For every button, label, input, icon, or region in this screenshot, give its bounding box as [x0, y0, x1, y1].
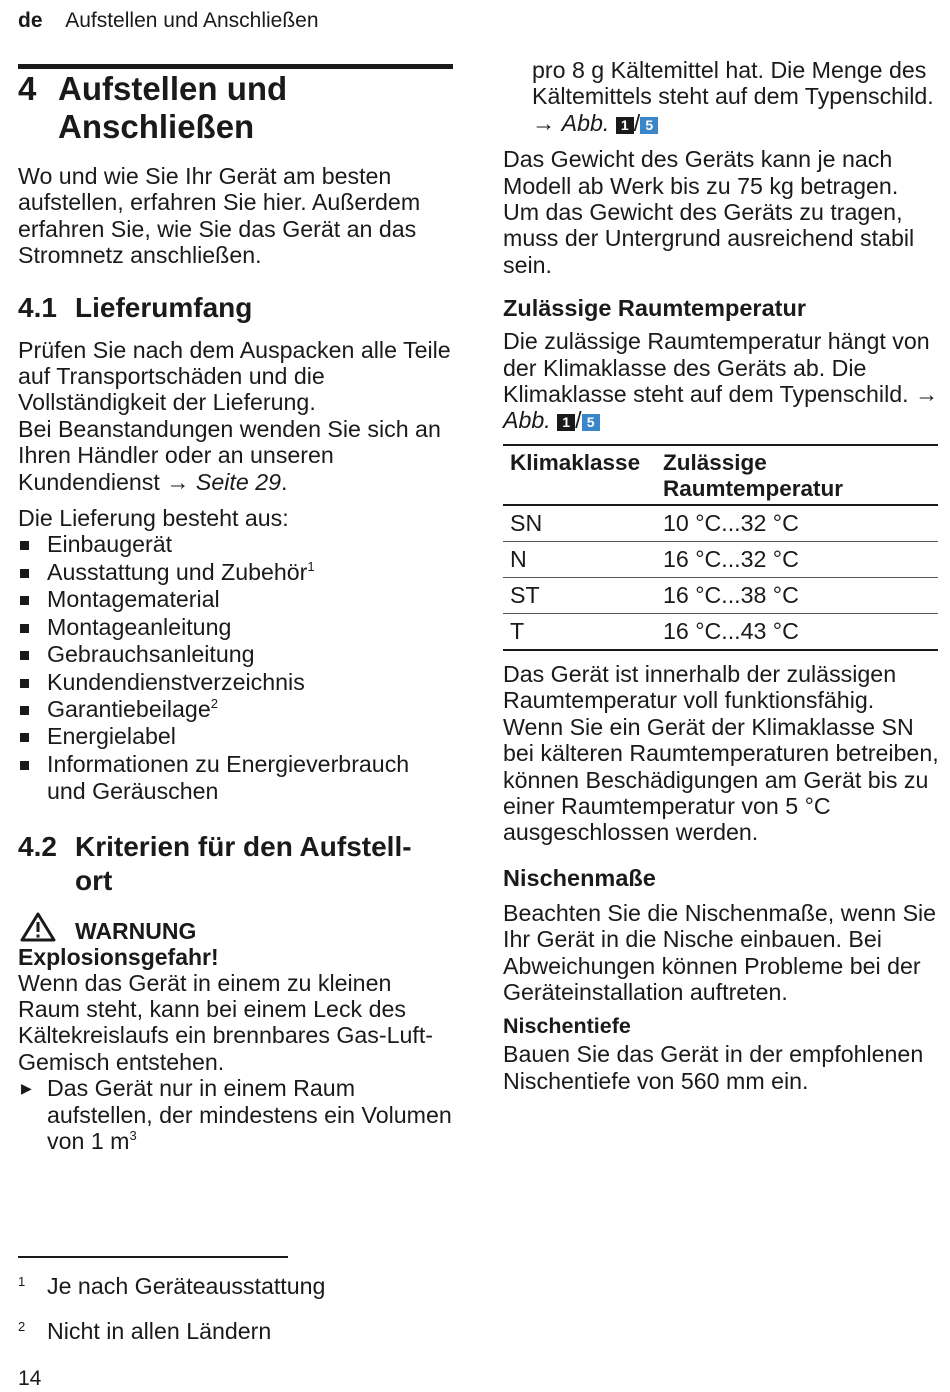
step-text-b: pro 8 g Kältemittel hat. Die Menge des Kältemittels steht auf dem Typenschild.	[532, 57, 934, 110]
section-heading-4-1	[18, 291, 454, 325]
section-title-line2: ort	[75, 864, 113, 896]
list-item: Einbaugerät	[18, 531, 454, 558]
delivery-intro: Die Lieferung besteht aus:	[18, 505, 289, 532]
climate-class-cell: SN	[503, 505, 656, 542]
language-code: de	[18, 9, 43, 32]
floor-paragraph: Um das Gewicht des Geräts zu tragen, muss der Untergrund ausreichend stabil sein.	[503, 199, 915, 278]
weight-paragraph: Das Gewicht des Geräts kann je nach Modell ab Werk bis zu 75 kg betragen.	[503, 146, 899, 199]
chapter-intro: Wo und wie Sie Ihr Gerät am besten aufstellen, erfahren Sie hier. Außerdem erfahren Sie, wie Sie das Gerät an das Stromnetz anschließen.	[18, 163, 421, 269]
complaint-period: .	[281, 468, 288, 495]
climate-class-cell: T	[503, 613, 656, 650]
figure-5-badge: 5	[582, 414, 600, 431]
warning-triangle-icon	[20, 912, 56, 942]
section-heading-4-2	[18, 830, 454, 898]
list-item: Energielabel	[18, 723, 454, 750]
list-item: Garantiebeilage$^2$	[18, 696, 454, 723]
room-temp-heading: Zulässige Raumtemperatur	[503, 295, 806, 322]
footnote-text: Nicht in allen Ländern	[47, 1318, 272, 1344]
footnote-text: Je nach Geräteausstattung	[47, 1273, 326, 1299]
footnote-number: 2	[18, 1319, 26, 1334]
figure-1-badge: 1	[616, 117, 634, 134]
inspection-paragraph: Prüfen Sie nach dem Auspacken alle Teile auf Transportschäden und die Vollständigkeit der Lieferung.	[18, 336, 451, 416]
arrow-icon: →	[166, 468, 190, 495]
climate-class-table	[503, 444, 938, 651]
instruction-step-continued	[503, 57, 939, 136]
room-temp-paragraph	[503, 328, 939, 434]
niche-heading: Nischenmaße	[503, 864, 656, 891]
table-row	[503, 613, 938, 650]
figure-5-badge: 5	[640, 117, 658, 134]
page-number: 14	[18, 1367, 42, 1390]
complaint-paragraph	[18, 416, 454, 495]
table-header-row	[503, 445, 938, 505]
footnote-number: 1	[18, 1274, 26, 1289]
footnote-rule	[18, 1256, 288, 1258]
arrow-icon: →	[915, 381, 939, 408]
left-column	[18, 70, 454, 1154]
step-triangle-icon: ▶	[21, 1080, 32, 1097]
list-item: Kundendienstverzeichnis	[18, 669, 454, 696]
figure-separator: /	[633, 109, 641, 136]
warning-label: WARNUNG	[75, 917, 197, 944]
section-title: Lieferumfang	[75, 291, 253, 323]
instruction-step	[18, 1075, 454, 1154]
list-item: Montageanleitung	[18, 614, 454, 641]
sn-class-paragraph: Wenn Sie ein Gerät der Klimaklasse SN bei kälteren Raumtemperaturen betreiben, können Beschädigungen am Gerät bis zu einer Raumtemperatur von 5 °C ausgeschlossen werden.	[503, 713, 939, 846]
footnote-marker: 2	[210, 695, 218, 711]
table-row	[503, 577, 938, 613]
room-temp-text: Die zulässige Raumtemperatur hängt von der Klimaklasse des Geräts ab. Die Klimaklasse steht auf dem Typenschild.	[503, 328, 930, 408]
chapter-number: 4	[18, 70, 37, 107]
figure-1-badge: 1	[557, 414, 575, 431]
section-number: 4.2	[18, 830, 57, 862]
temperature-range-cell: 16 °C...43 °C	[656, 613, 938, 650]
footnote	[18, 1273, 325, 1299]
arrow-icon: →	[532, 109, 556, 136]
section-number: 4.1	[18, 291, 57, 323]
superscript: 3	[129, 1127, 137, 1143]
list-item: Gebrauchsanleitung	[18, 641, 454, 668]
right-column	[503, 57, 939, 1094]
figure-reference-link[interactable]: Abb.	[561, 109, 610, 136]
list-item: Informationen zu Energieverbrauch und Geräuschen	[18, 751, 454, 806]
column-header-class: Klimaklasse	[503, 445, 656, 505]
climate-class-cell: N	[503, 541, 656, 577]
chapter-title-line1: Aufstellen und	[58, 70, 288, 107]
climate-class-cell: ST	[503, 577, 656, 613]
table-row	[503, 505, 938, 542]
list-item: Montagematerial	[18, 586, 454, 613]
chapter-heading	[18, 70, 454, 146]
footnote-marker: 1	[307, 558, 315, 574]
temperature-range-cell: 16 °C...32 °C	[656, 541, 938, 577]
functionality-paragraph: Das Gerät ist innerhalb der zulässigen Raumtemperatur voll funktionsfähig.	[503, 660, 897, 714]
figure-separator: /	[575, 407, 582, 434]
section-rule	[18, 64, 453, 69]
step-text-a: Das Gerät nur in einem Raum aufstellen, der mindestens ein Volumen von 1 m	[47, 1075, 452, 1154]
warning-heading	[18, 918, 454, 944]
delivery-list	[18, 531, 454, 805]
warning-subtitle: Explosionsgefahr!	[18, 943, 219, 970]
list-item: Ausstattung und Zubehör$^1$	[18, 559, 454, 586]
temperature-range-cell: 16 °C...38 °C	[656, 577, 938, 613]
complaint-text: Bei Beanstandungen wenden Sie sich an Ihren Händler oder an unseren Kundendienst	[18, 415, 441, 495]
footnote	[18, 1318, 271, 1344]
running-header	[18, 9, 319, 33]
chapter-title-line2: Anschließen	[58, 108, 255, 145]
running-header-title: Aufstellen und Anschließen	[65, 9, 319, 32]
niche-depth-paragraph: Bauen Sie das Gerät in der empfohlenen Nischentiefe von 560 mm ein.	[503, 1041, 924, 1094]
page-reference-link[interactable]: Seite 29	[195, 468, 282, 495]
section-title-line1: Kriterien für den Aufstell-	[75, 830, 412, 862]
niche-paragraph: Beachten Sie die Nischenmaße, wenn Sie Ihr Gerät in die Nische einbauen. Bei Abweichungen können Probleme bei der Geräteinstallation auftreten.	[503, 899, 937, 1005]
table-row	[503, 541, 938, 577]
column-header-temperature: Zulässige Raumtemperatur	[656, 445, 938, 505]
temperature-range-cell: 10 °C...32 °C	[656, 505, 938, 542]
figure-reference-link[interactable]: Abb.	[503, 407, 551, 434]
niche-depth-heading: Nischentiefe	[503, 1014, 631, 1039]
warning-text: Wenn das Gerät in einem zu kleinen Raum steht, kann bei einem Leck des Kältekreislaufs ein brennbares Gas-Luft-Gemisch entstehen.	[18, 969, 434, 1075]
